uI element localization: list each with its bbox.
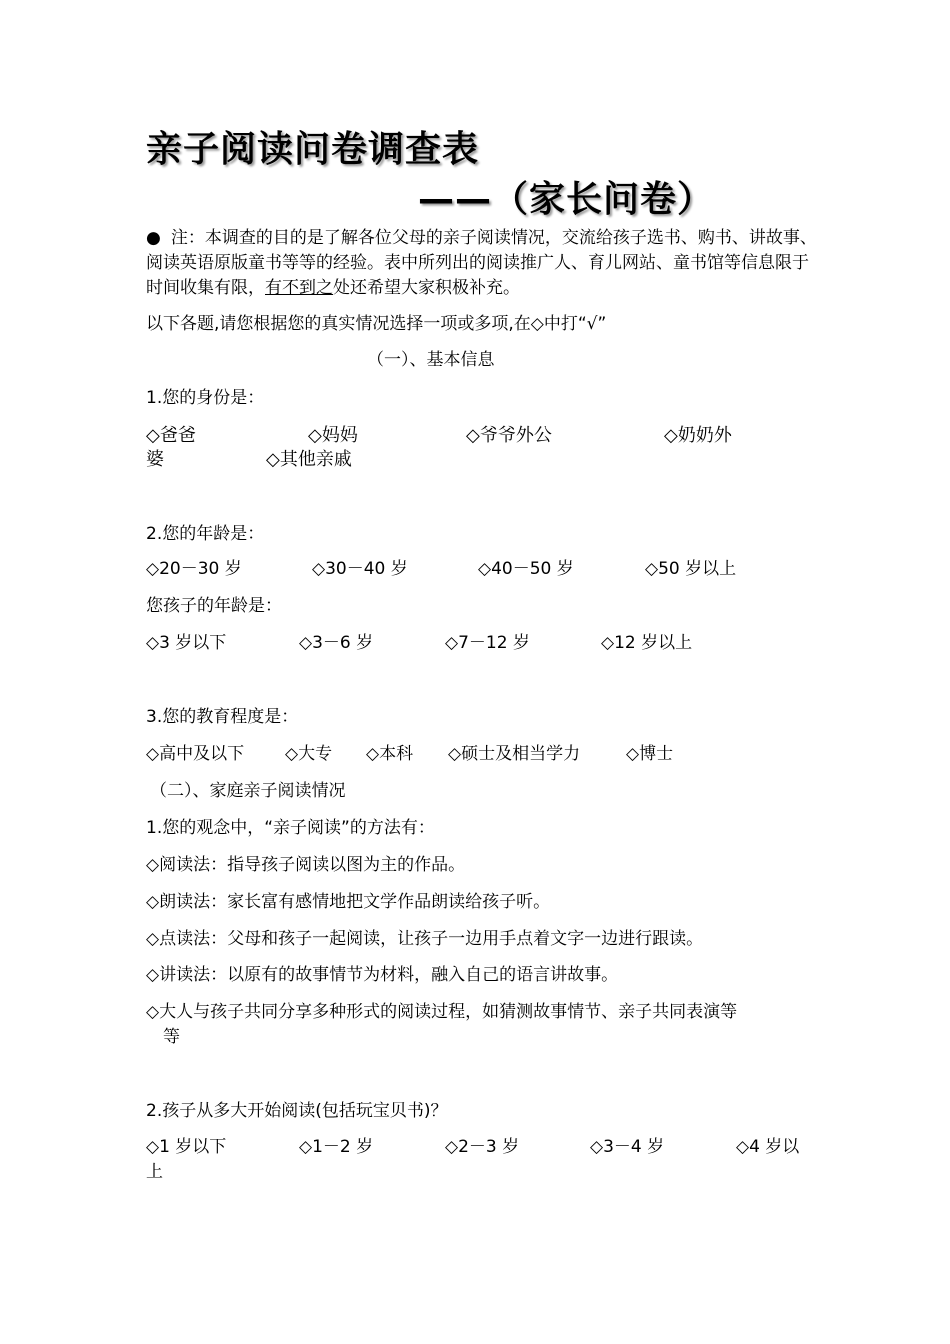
option-method-reading[interactable]: ◇阅读法：指导孩子阅读以图为主的作品。: [146, 855, 466, 875]
option-method-read-aloud[interactable]: ◇朗读法：家长富有感情地把文学作品朗读给孩子听。: [146, 892, 551, 912]
note-underlined-text: 有不到之: [265, 278, 333, 298]
option-start-4-plus[interactable]: ◇4 岁以: [736, 1137, 800, 1157]
option-other-relatives[interactable]: ◇其他亲戚: [266, 449, 352, 470]
option-doctorate[interactable]: ◇博士: [626, 744, 674, 764]
option-age-30-40[interactable]: ◇30－40 岁: [312, 559, 408, 579]
instruction-text: 以下各题,请您根据您的真实情况选择一项或多项,在◇中打“√”: [146, 314, 607, 334]
option-start-1-2[interactable]: ◇1－2 岁: [299, 1137, 374, 1157]
option-age-50-plus[interactable]: ◇50 岁以上: [645, 559, 737, 579]
question-identity: 1.您的身份是：: [146, 388, 265, 408]
option-dad[interactable]: ◇爸爸: [146, 425, 196, 446]
option-method-point-reading[interactable]: ◇点读法：父母和孩子一起阅读，让孩子一边用手点着文字一边进行跟读。: [146, 929, 704, 949]
option-method-storytelling[interactable]: ◇讲读法：以原有的故事情节为材料，融入自己的语言讲故事。: [146, 965, 619, 985]
option-age-20-30[interactable]: ◇20－30 岁: [146, 559, 242, 579]
option-high-school[interactable]: ◇高中及以下: [146, 744, 245, 764]
bullet-icon: ●: [146, 228, 161, 248]
note-text-1: 注：本调查的目的是了解各位父母的亲子阅读情况，交流给孩子选书、购书、讲故事、阅读英语原版童书等等的经验。表中所列出的阅读推广人、育儿网站、童书馆等信息限于时间收集有限，: [146, 228, 817, 298]
option-grandma[interactable]: ◇奶奶外: [664, 425, 732, 446]
option-child-7-12[interactable]: ◇7－12 岁: [445, 633, 530, 653]
question-education: 3.您的教育程度是：: [146, 707, 299, 727]
option-child-3-6[interactable]: ◇3－6 岁: [299, 633, 374, 653]
survey-note: [146, 226, 818, 301]
note-text-2: 处还希望大家积极补充。: [333, 278, 520, 298]
option-start-under-1[interactable]: ◇1 岁以下: [146, 1137, 227, 1157]
option-method-shared[interactable]: ◇大人与孩子共同分享多种形式的阅读过程，如猜测故事情节、亲子共同表演等: [146, 1002, 738, 1022]
question-start-age: 2.孩子从多大开始阅读(包括玩宝贝书)？: [146, 1101, 448, 1121]
page-subtitle: ——（家长问卷）: [418, 179, 715, 220]
option-child-under-3[interactable]: ◇3 岁以下: [146, 633, 227, 653]
page-title: 亲子阅读问卷调查表: [146, 129, 480, 170]
option-grandpa[interactable]: ◇爷爷外公: [466, 425, 552, 446]
option-age-40-50[interactable]: ◇40－50 岁: [478, 559, 574, 579]
option-start-3-4[interactable]: ◇3－4 岁: [590, 1137, 665, 1157]
section-1-heading: （一）、基本信息: [367, 350, 495, 370]
section-2-heading: （二）、家庭亲子阅读情况: [150, 781, 346, 801]
option-child-12-plus[interactable]: ◇12 岁以上: [601, 633, 693, 653]
option-grandma-wrap: 婆: [146, 449, 164, 470]
question-age: 2.您的年龄是：: [146, 524, 265, 544]
option-start-2-3[interactable]: ◇2－3 岁: [445, 1137, 520, 1157]
option-college[interactable]: ◇大专: [285, 744, 333, 764]
option-bachelor[interactable]: ◇本科: [366, 744, 414, 764]
option-method-shared-wrap: 等: [163, 1027, 180, 1047]
option-mom[interactable]: ◇妈妈: [308, 425, 358, 446]
question-child-age: 您孩子的年龄是：: [146, 596, 282, 616]
option-master[interactable]: ◇硕士及相当学力: [448, 744, 581, 764]
question-reading-methods: 1.您的观念中，“亲子阅读”的方法有：: [146, 818, 435, 838]
option-start-4-plus-wrap: 上: [146, 1162, 163, 1182]
